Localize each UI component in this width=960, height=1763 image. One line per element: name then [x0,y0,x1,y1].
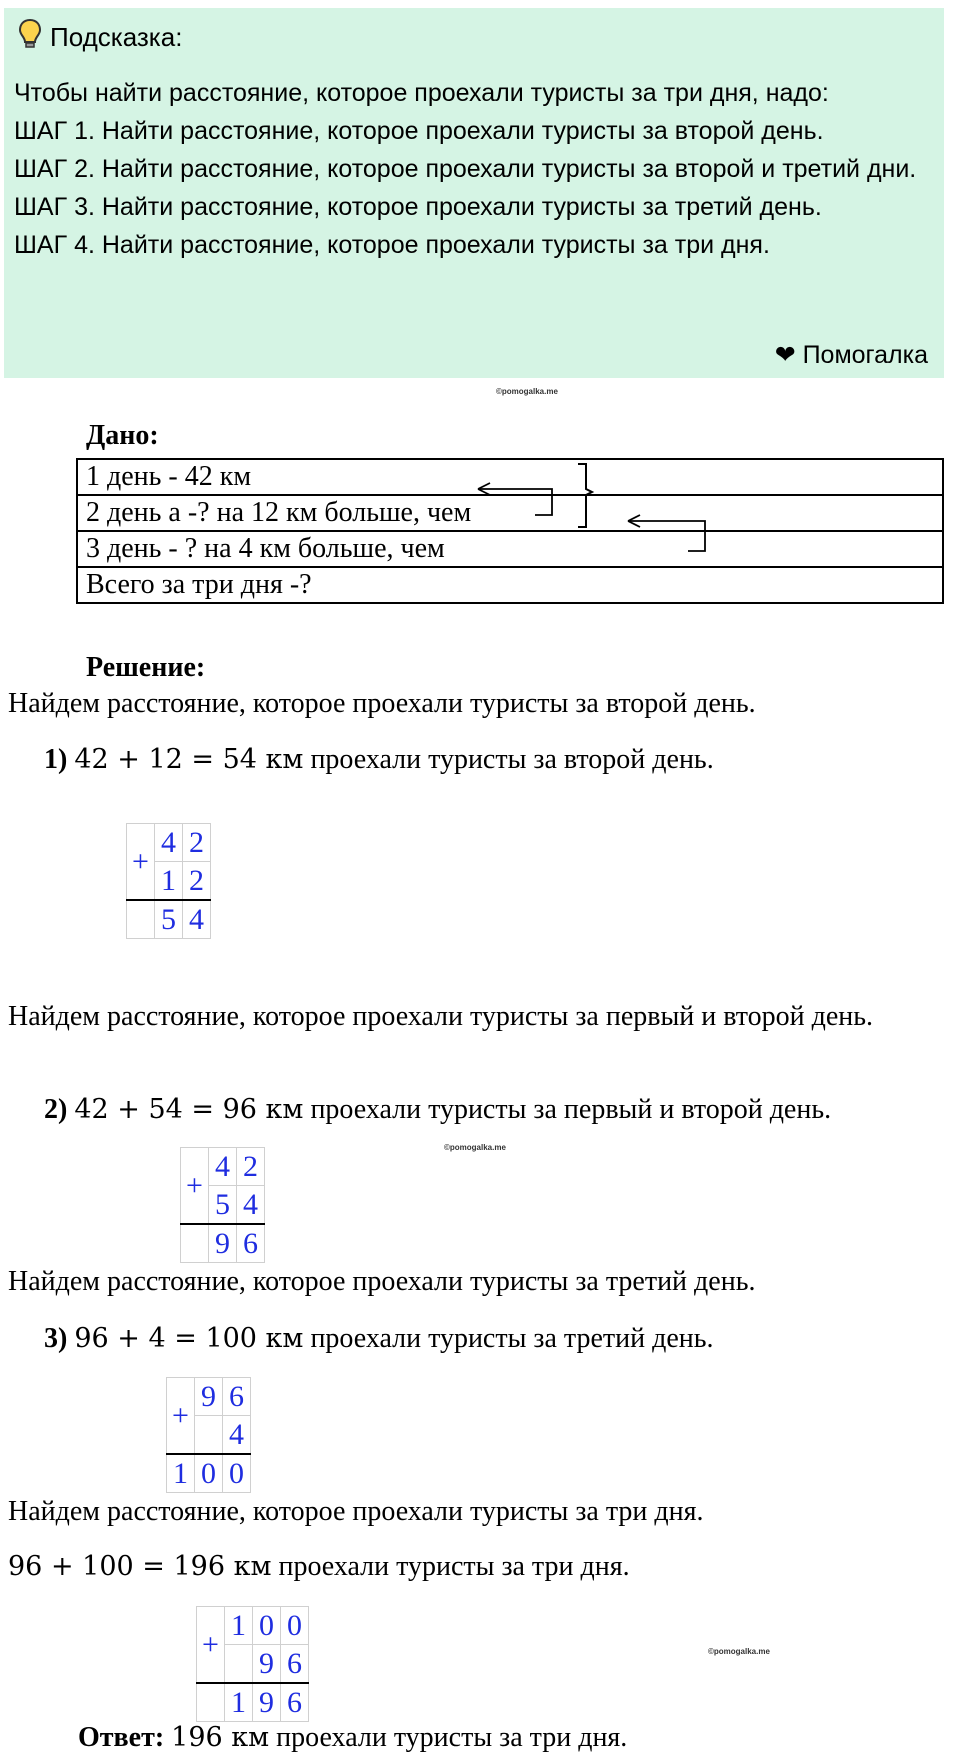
hint-title-text: Подсказка: [50,22,183,52]
given-heading: Дано: [86,420,159,451]
hint-step-2: ШАГ 2. Найти расстояние, которое проехали туристы за второй и третий дни. [14,155,917,183]
hint-title [18,18,182,57]
step-2: 2) 42 + 54 = 96 км проехали туристы за первый и второй день. [44,1094,832,1125]
hint-box [4,8,944,378]
hint-step-4: ШАГ 4. Найти расстояние, которое проехали туристы за три дня. [14,231,770,259]
watermark: ©pomogalka.me [496,387,558,396]
column-addition-2: + 4 2 5 4 9 6 [180,1147,265,1263]
paragraph-1: Найдем расстояние, которое проехали туристы за второй день. [8,688,756,719]
step-1: 1) 42 + 12 = 54 км проехали туристы за второй день. [44,744,714,775]
paragraph-3: Найдем расстояние, которое проехали туристы за третий день. [8,1266,756,1297]
paragraph-4: Найдем расстояние, которое проехали туристы за три дня. [8,1496,704,1527]
watermark: ©pomogalka.me [708,1647,770,1656]
solution-heading: Решение: [86,652,206,683]
brand-label: ❤ Помогалка [774,341,928,369]
hint-step-3: ШАГ 3. Найти расстояние, которое проехали туристы за третий день. [14,193,822,221]
hint-intro: Чтобы найти расстояние, которое проехали туристы за три дня, надо: [14,79,829,107]
column-addition-1: + 4 2 1 2 5 4 [126,823,211,939]
hint-step-1: ШАГ 1. Найти расстояние, которое проехали туристы за второй день. [14,117,824,145]
column-addition-4: + 1 0 0 9 6 1 9 6 [196,1606,309,1722]
given-row-4: Всего за три дня -? [77,567,943,603]
comparison-arrows [460,455,720,555]
given-row-3: 3 день - ? на 4 км больше, чем [77,531,943,567]
hint-body [14,74,939,264]
paragraph-2: Найдем расстояние, которое проехали туристы за первый и второй день. [8,1001,874,1032]
step-3: 3) 96 + 4 = 100 км проехали туристы за третий день. [44,1323,714,1354]
column-addition-3: + 9 6 4 1 0 0 [166,1377,251,1493]
given-row-2: 2 день а -? на 12 км больше, чем [77,495,943,531]
watermark: ©pomogalka.me [444,1143,506,1152]
given-row-1: 1 день - 42 км [77,459,943,495]
step-4: 96 + 100 = 196 км проехали туристы за три дня. [8,1551,630,1582]
lightbulb-icon [18,18,42,57]
answer: Ответ: 196 км проехали туристы за три дня. [78,1722,628,1753]
